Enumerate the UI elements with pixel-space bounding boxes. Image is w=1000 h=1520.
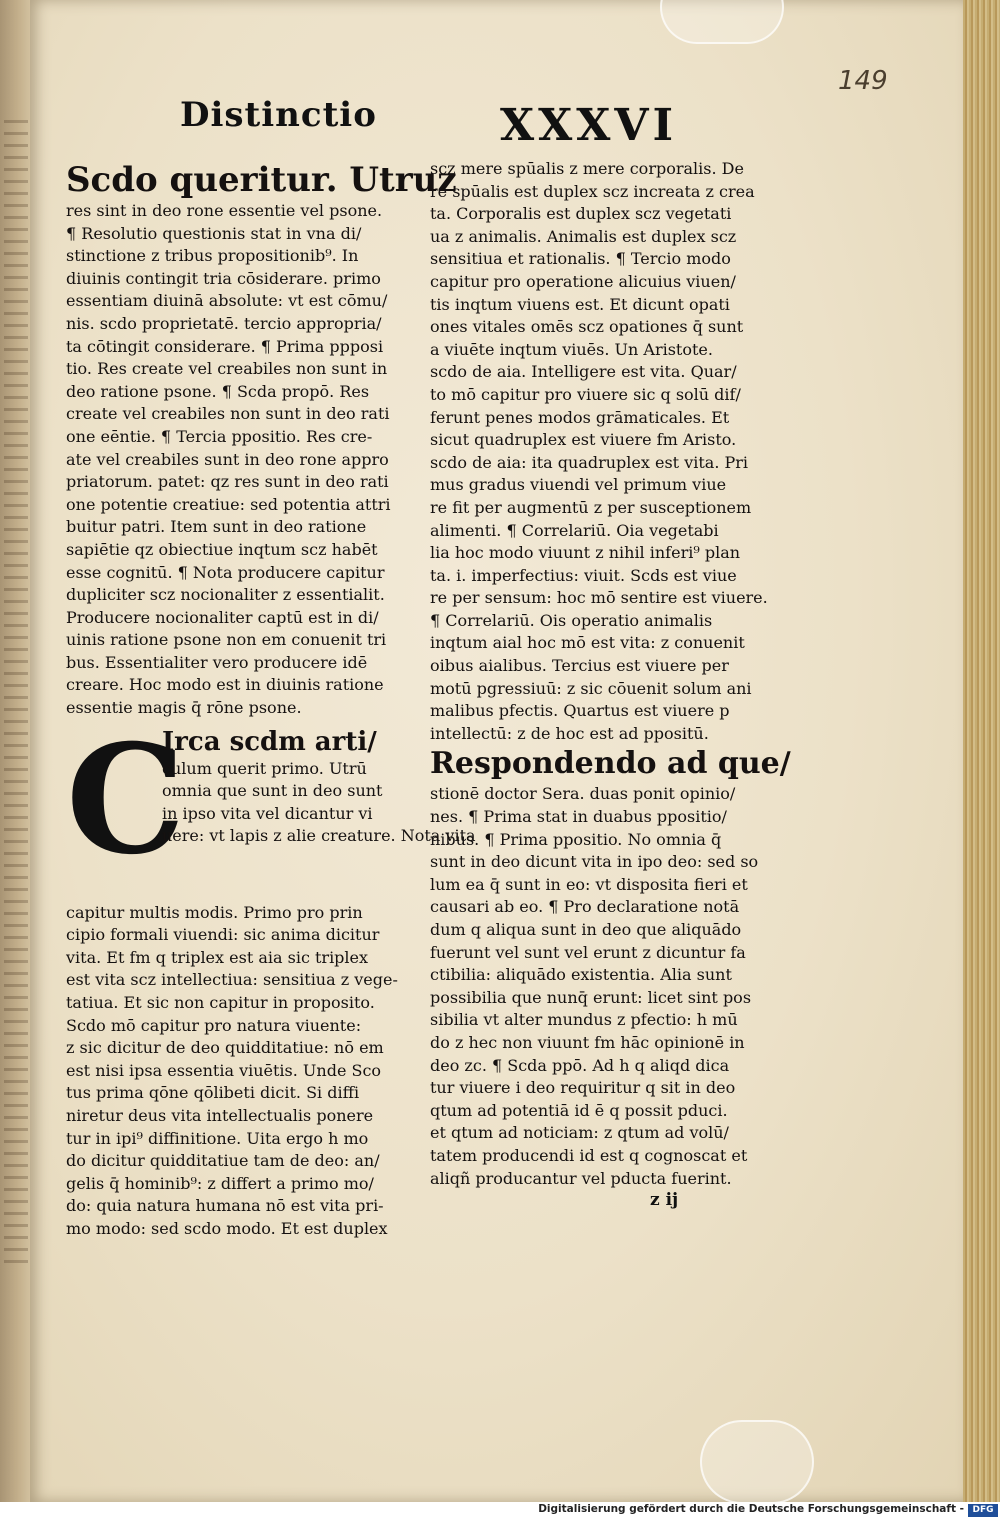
right-text-b <box>430 783 770 1190</box>
text-line: res sint in deo rone essentie vel psone. <box>66 201 383 220</box>
left-body-text <box>66 902 408 1241</box>
text-line: aliqñ producantur vel pducta fuerint. <box>430 1168 732 1188</box>
text-line: diuinis contingit tria cōsiderare. primo <box>66 268 381 288</box>
text-line: sapiētie qz obiectiue inqtum scz habēt <box>66 539 378 559</box>
text-line: do dicitur quidditatiue tam de deo: an/ <box>66 1151 380 1171</box>
folio-number: 149 <box>838 66 888 96</box>
text-line: capitur multis modis. Primo pro prin <box>66 902 363 922</box>
text-line: stinctione z tribus propositionib⁹. In <box>66 246 359 266</box>
text-line: Irca scdm arti/ <box>162 726 377 757</box>
text-line: ¶ Correlariū. Ois operatio animalis <box>430 610 713 630</box>
text-line: re spūalis est duplex scz increata z crea <box>430 181 755 201</box>
text-line: Scdo queritur. Utruz <box>66 160 457 200</box>
text-line: tatiua. Et sic non capitur in proposito. <box>66 993 375 1013</box>
text-line: tus prima qōne qōlibeti dicit. Si diffi <box>66 1083 360 1103</box>
text-line: ate vel creabiles sunt in deo rone appro <box>66 449 389 469</box>
text-line: uinis ratione psone non em conuenit tri <box>66 630 387 650</box>
initial-lines <box>162 726 476 848</box>
text-line: nibus. ¶ Prima ppositio. No omnia q̄ <box>430 829 722 849</box>
text-line: nis. scdo proprietatē. tercio appropria/ <box>66 313 382 333</box>
text-line: inqtum aial hoc mō est vita: z conuenit <box>430 633 745 653</box>
text-line: to mō capitur pro viuere sic q solū dif/ <box>430 384 741 404</box>
text-line: re per sensum: hoc mō sentire est viuere. <box>430 588 768 608</box>
text-line: fuerunt vel sunt vel erunt z dicuntur fa <box>430 942 746 962</box>
text-line: deo zc. ¶ Scda ppō. Ad h q aliqd dica <box>430 1055 730 1075</box>
running-title-left: Distinctio <box>180 95 377 135</box>
text-line: ones vitales omēs scz opationes q̄ sunt <box>430 317 744 337</box>
text-line: esse cognitū. ¶ Nota producere capitur <box>66 562 385 582</box>
drop-initial: C <box>66 711 186 888</box>
text-line: sibilia vt alter mundus z pfectio: h mū <box>430 1010 738 1030</box>
text-line: do z hec non viuunt fm hāc opinionē in <box>430 1032 745 1052</box>
footer-bar <box>0 1502 1000 1520</box>
text-line: niretur deus vita intellectualis ponere <box>66 1106 374 1125</box>
text-line: motū pgressiuū: z sic cōuenit solum ani <box>430 678 752 698</box>
text-line: mo modo: sed scdo modo. Et est duplex <box>66 1218 388 1238</box>
text-line: malibus pfectis. Quartus est viuere p <box>430 701 730 721</box>
text-line: tur viuere i deo requiritur q sit in deo <box>430 1078 736 1098</box>
left-opening-text <box>66 160 457 720</box>
page-fore-edge <box>963 0 1000 1502</box>
text-line: sicut quadruplex est viuere fm Aristo. <box>430 430 737 450</box>
text-line: z sic dicitur de deo quidditatiue: nō em <box>66 1038 384 1058</box>
text-line: essentie magis q̄ rōne psone. <box>66 698 302 718</box>
text-line: a viuēte inqtum viuēs. Un Aristote. <box>430 339 713 359</box>
facing-page-edge <box>0 0 34 1502</box>
text-line: lia hoc modo viuunt z nihil inferi⁹ plan <box>430 543 741 563</box>
text-line: do: quia natura humana nō est vita pri- <box>66 1196 384 1216</box>
text-line: oibus aialibus. Tercius est viuere per <box>430 656 729 676</box>
text-line: ta. Corporalis est duplex scz vegetati <box>430 204 732 224</box>
text-line: culum querit primo. Utrū <box>162 758 367 778</box>
text-line: tio. Res create vel creabiles non sunt in <box>66 359 388 379</box>
text-line: est nisi ipsa essentia viuētis. Unde Sco <box>66 1060 382 1080</box>
signature-mark: z ij <box>650 1190 679 1210</box>
running-title-right: XXXVI <box>500 100 678 151</box>
text-line: sunt in deo dicunt vita in ipo deo: sed so <box>430 852 759 872</box>
text-line: in ipso vita vel dicantur vi <box>162 803 373 823</box>
holding-clip-top <box>660 0 784 44</box>
text-line: lum ea q̄ sunt in eo: vt disposita fieri et <box>430 874 748 894</box>
text-line: ta cōtingit considerare. ¶ Prima ppposi <box>66 336 384 356</box>
initial-block <box>66 711 476 902</box>
text-line: alimenti. ¶ Correlariū. Oia vegetabi <box>430 520 719 540</box>
text-line: Scdo mō capitur pro natura viuente: <box>66 1015 362 1035</box>
text-line: stionē doctor Sera. duas ponit opinio/ <box>430 784 736 804</box>
section-heading: Respondendo ad que/ <box>430 746 791 782</box>
text-line: deo ratione psone. ¶ Scda propō. Res <box>66 381 370 401</box>
text-line: essentiam diuinā absolute: vt est cōmu/ <box>66 291 388 311</box>
text-line: intellectū: z de hoc est ad ppositū. <box>430 723 709 743</box>
text-line: scdo de aia. Intelligere est vita. Quar/ <box>430 362 737 382</box>
text-line: ua z animalis. Animalis est duplex scz <box>430 226 737 246</box>
dfg-logo: DFG <box>968 1504 998 1517</box>
text-line: gelis q̄ hominib⁹: z differt a primo mo/ <box>66 1173 374 1193</box>
text-line: capitur pro operatione alicuius viuen/ <box>430 271 736 291</box>
text-line: bus. Essentialiter vero producere idē <box>66 652 368 672</box>
text-line: causari ab eo. ¶ Pro declaratione notā <box>430 897 740 917</box>
text-line: est vita scz intellectiua: sensitiua z vege- <box>66 970 398 990</box>
text-line: qtum ad potentiā id ē q possit pduci. <box>430 1100 728 1120</box>
text-line: create vel creabiles non sunt in deo rati <box>66 404 390 424</box>
text-line: Producere nocionaliter captū est in di/ <box>66 607 379 627</box>
text-line: uere: vt lapis z alie creature. Nota vita <box>162 826 476 846</box>
text-line: possibilia que nunq̄ erunt: licet sint pos <box>430 987 752 1007</box>
text-line: re fit per augmentū z per susceptionem <box>430 497 752 517</box>
text-line: dupliciter scz nocionaliter z essentialit. <box>66 585 385 605</box>
text-line: scdo de aia: ita quadruplex est vita. Pri <box>430 452 749 472</box>
text-line: one eēntie. ¶ Tercia ppositio. Res cre- <box>66 426 373 446</box>
text-line: tur in ipi⁹ diffinitione. Uita ergo h mo <box>66 1128 369 1148</box>
text-line: sensitiua et rationalis. ¶ Tercio modo <box>430 249 731 269</box>
text-line: et qtum ad noticiam: z qtum ad volū/ <box>430 1123 729 1143</box>
text-line: cipio formali viuendi: sic anima dicitur <box>66 925 380 945</box>
text-line: ta. i. imperfectius: viuit. Scds est viue <box>430 565 737 585</box>
text-line: ¶ Resolutio questionis stat in vna di/ <box>66 223 362 243</box>
text-line: ferunt penes modos grāmaticales. Et <box>430 407 730 427</box>
text-line: vita. Et fm q triplex est aia sic triplex <box>66 947 369 967</box>
right-column <box>430 158 791 1190</box>
text-line: buitur patri. Item sunt in deo ratione <box>66 517 367 537</box>
holding-clip-bottom <box>700 1420 814 1504</box>
text-line: ctibilia: aliquādo existentia. Alia sunt <box>430 965 732 985</box>
text-line: priatorum. patet: qz res sunt in deo rati <box>66 472 389 492</box>
text-line: one potentie creatiue: sed potentia attri <box>66 494 391 514</box>
text-line: tis inqtum viuens est. Et dicunt opati <box>430 294 730 314</box>
text-line: scz mere spūalis z mere corporalis. De <box>430 159 744 178</box>
right-text-a <box>430 158 770 745</box>
text-line: mus gradus viuendi vel primum viue <box>430 475 727 495</box>
text-line: nes. ¶ Prima stat in duabus ppositio/ <box>430 807 727 827</box>
text-line: dum q aliqua sunt in deo que aliquādo <box>430 920 742 939</box>
footer-credit: Digitalisierung gefördert durch die Deutsche Forschungsgemeinschaft - <box>538 1503 964 1515</box>
text-line: omnia que sunt in deo sunt <box>162 781 383 801</box>
text-line: creare. Hoc modo est in diuinis ratione <box>66 675 384 695</box>
left-column <box>66 160 476 1241</box>
text-line: tatem producendi id est q cognoscat et <box>430 1145 748 1165</box>
